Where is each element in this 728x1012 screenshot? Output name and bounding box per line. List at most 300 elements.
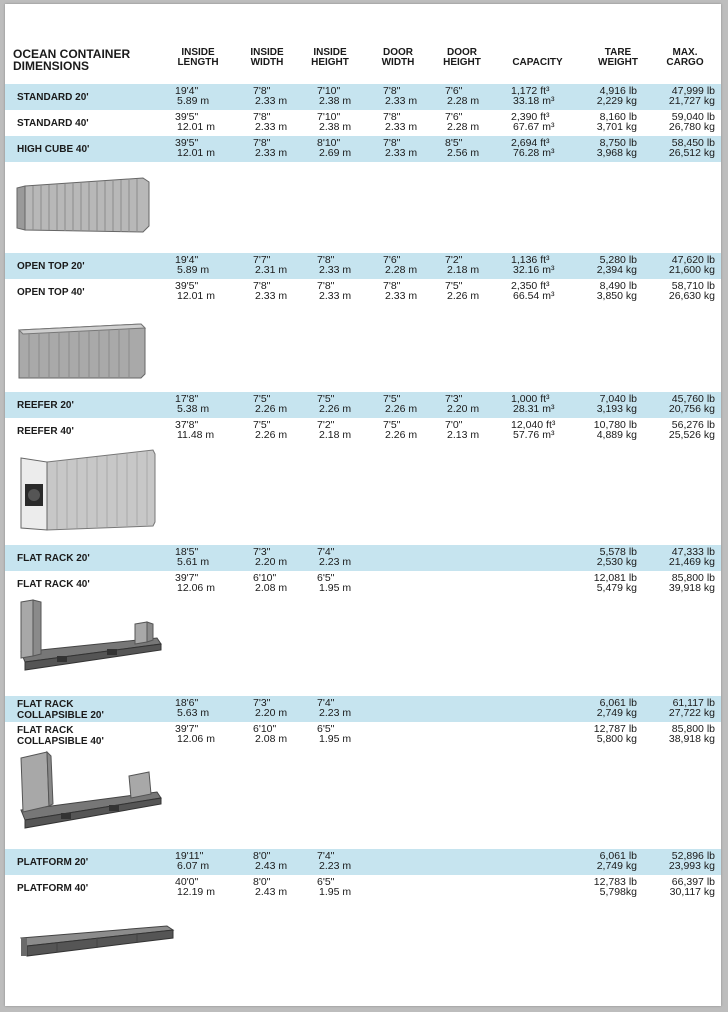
cell-tare — [585, 255, 637, 275]
cell-ih — [317, 698, 361, 718]
metric-value: 39,918 kg — [668, 582, 715, 594]
table-row — [5, 875, 721, 901]
imperial-value: 4,916 lb — [599, 85, 637, 97]
metric-value: 2.43 m — [255, 886, 288, 898]
cell-tare — [585, 547, 637, 567]
table-row — [5, 84, 721, 110]
imperial-value: 59,040 lb — [671, 111, 715, 123]
imperial-value: 47,999 lb — [671, 85, 715, 97]
cell-dh — [445, 86, 489, 106]
container-type-label: PLATFORM 20' — [17, 857, 89, 868]
metric-value: 2,530 kg — [596, 556, 637, 568]
imperial-value: 39'7" — [175, 723, 199, 735]
imperial-value: 52,896 lb — [671, 850, 715, 862]
imperial-value: 6'5" — [317, 572, 335, 584]
imperial-value: 6'10" — [253, 572, 277, 584]
imperial-value: 7'3" — [253, 546, 271, 558]
cell-ih — [317, 851, 361, 871]
metric-value: 25,526 kg — [668, 429, 715, 441]
cell-dw — [383, 255, 427, 275]
cell-dh — [445, 281, 489, 301]
cell-tare — [585, 573, 637, 593]
cell-ih — [317, 255, 361, 275]
metric-value: 12.06 m — [177, 582, 215, 594]
imperial-value: 58,450 lb — [671, 137, 715, 149]
metric-value: 2.23 m — [319, 860, 352, 872]
imperial-value: 7'8" — [317, 280, 335, 292]
cell-tare — [585, 86, 637, 106]
metric-value: 2,394 kg — [596, 264, 637, 276]
container-type-label: STANDARD 40' — [17, 118, 89, 129]
container-type-label: FLAT RACK 40' — [17, 579, 90, 590]
imperial-value: 85,800 lb — [671, 723, 715, 735]
cell-tare — [585, 877, 637, 897]
reefer-container-image — [17, 448, 157, 536]
header-door-height: DOOR HEIGHT — [443, 47, 481, 68]
metric-value: 2,749 kg — [596, 707, 637, 719]
imperial-value: 18'5" — [175, 546, 199, 558]
imperial-value: 7'6" — [383, 254, 401, 266]
cell-max — [655, 394, 715, 414]
metric-value: 2.69 m — [319, 147, 352, 159]
imperial-value: 10,780 lb — [593, 419, 637, 431]
cell-tare — [585, 394, 637, 414]
cell-cap — [511, 112, 567, 132]
imperial-value: 7'5" — [253, 393, 271, 405]
imperial-value: 12,081 lb — [593, 572, 637, 584]
cell-iw — [253, 698, 297, 718]
imperial-value: 58,710 lb — [671, 280, 715, 292]
metric-value: 27,722 kg — [668, 707, 715, 719]
imperial-value: 7'8" — [253, 280, 271, 292]
metric-value: 5.63 m — [177, 707, 210, 719]
cell-ih — [317, 573, 361, 593]
header-inside-length: INSIDE LENGTH — [177, 47, 219, 68]
cell-iw — [253, 724, 297, 744]
cell-tare — [585, 112, 637, 132]
title-line-1: OCEAN CONTAINER — [13, 47, 131, 61]
imperial-value: 7'5" — [445, 280, 463, 292]
cell-max — [655, 698, 715, 718]
metric-value: 2.33 m — [319, 264, 352, 276]
cell-max — [655, 86, 715, 106]
cell-iw — [253, 138, 297, 158]
metric-value: 2.26 m — [255, 403, 288, 415]
metric-value: 2.33 m — [255, 147, 288, 159]
container-type-label: OPEN TOP 20' — [17, 261, 85, 272]
metric-value: 1.95 m — [319, 733, 352, 745]
imperial-value: 12,783 lb — [593, 876, 637, 888]
imperial-value: 8,490 lb — [599, 280, 637, 292]
imperial-value: 19'11" — [175, 850, 204, 862]
imperial-value: 7'5" — [253, 419, 271, 431]
metric-value: 2.20 m — [447, 403, 480, 415]
metric-value: 57.76 m³ — [513, 429, 555, 441]
imperial-value: 85,800 lb — [671, 572, 715, 584]
cell-max — [655, 573, 715, 593]
cell-tare — [585, 420, 637, 440]
imperial-value: 6,061 lb — [599, 850, 637, 862]
metric-value: 3,193 kg — [596, 403, 637, 415]
imperial-value: 7'8" — [253, 85, 271, 97]
metric-value: 4,889 kg — [596, 429, 637, 441]
cell-dw — [383, 281, 427, 301]
cell-max — [655, 877, 715, 897]
cell-dh — [445, 138, 489, 158]
imperial-value: 39'5" — [175, 137, 199, 149]
cell-ih — [317, 547, 361, 567]
metric-value: 2.33 m — [255, 121, 288, 133]
metric-value: 33.18 m³ — [513, 95, 555, 107]
metric-value: 2.18 m — [319, 429, 352, 441]
metric-value: 12.19 m — [177, 886, 215, 898]
imperial-value: 7'7" — [253, 254, 271, 266]
metric-value: 2.08 m — [255, 582, 288, 594]
metric-value: 5.61 m — [177, 556, 210, 568]
metric-value: 66.54 m³ — [513, 290, 555, 302]
cell-iw — [253, 420, 297, 440]
metric-value: 26,512 kg — [668, 147, 715, 159]
cell-iw — [253, 255, 297, 275]
metric-value: 2.26 m — [447, 290, 480, 302]
cell-iw — [253, 281, 297, 301]
metric-value: 2.33 m — [385, 290, 418, 302]
cell-iw — [253, 851, 297, 871]
cell-dh — [445, 255, 489, 275]
metric-value: 2.13 m — [447, 429, 480, 441]
cell-max — [655, 255, 715, 275]
metric-value: 2.28 m — [385, 264, 418, 276]
imperial-value: 7'8" — [383, 137, 401, 149]
imperial-value: 7'3" — [445, 393, 463, 405]
imperial-value: 7'8" — [253, 111, 271, 123]
container-type-label: FLAT RACK 20' — [17, 553, 90, 564]
cell-ih — [317, 420, 361, 440]
container-type-label: PLATFORM 40' — [17, 883, 89, 894]
cell-cap — [511, 420, 567, 440]
table-row — [5, 545, 721, 571]
imperial-value: 7'4" — [317, 697, 335, 709]
header-capacity: CAPACITY — [512, 57, 563, 68]
metric-value: 2.33 m — [385, 121, 418, 133]
imperial-value: 12,040 ft³ — [511, 419, 556, 431]
header-inside-height: INSIDE HEIGHT — [311, 47, 349, 68]
imperial-value: 6'5" — [317, 723, 335, 735]
cell-dh — [445, 394, 489, 414]
cell-il — [175, 112, 221, 132]
imperial-value: 7'6" — [445, 85, 463, 97]
imperial-value: 7'2" — [445, 254, 463, 266]
metric-value: 30,117 kg — [669, 886, 715, 898]
metric-value: 2.43 m — [255, 860, 288, 872]
metric-value: 20,756 kg — [668, 403, 715, 415]
cell-cap — [511, 255, 567, 275]
cell-tare — [585, 724, 637, 744]
cell-ih — [317, 877, 361, 897]
cell-il — [175, 420, 221, 440]
cell-iw — [253, 547, 297, 567]
metric-value: 26,630 kg — [668, 290, 715, 302]
cell-dh — [445, 112, 489, 132]
cell-cap — [511, 394, 567, 414]
imperial-value: 7'0" — [445, 419, 463, 431]
cell-dw — [383, 112, 427, 132]
container-type-label: STANDARD 20' — [17, 92, 89, 103]
metric-value: 26,780 kg — [668, 121, 715, 133]
imperial-value: 1,000 ft³ — [511, 393, 550, 405]
cell-ih — [317, 86, 361, 106]
imperial-value: 66,397 lb — [671, 876, 715, 888]
standard-container-image — [15, 174, 155, 236]
cell-il — [175, 573, 221, 593]
imperial-value: 8'0" — [253, 850, 271, 862]
metric-value: 5,798kg — [599, 886, 637, 898]
imperial-value: 19'4" — [175, 254, 199, 266]
cell-iw — [253, 86, 297, 106]
metric-value: 38,918 kg — [668, 733, 715, 745]
table-row — [5, 849, 721, 875]
metric-value: 2.38 m — [319, 121, 352, 133]
cell-max — [655, 281, 715, 301]
container-type-label: FLAT RACK COLLAPSIBLE 40' — [17, 725, 104, 747]
cell-dw — [383, 420, 427, 440]
cell-il — [175, 877, 221, 897]
metric-value: 2.28 m — [447, 95, 480, 107]
imperial-value: 8'10" — [317, 137, 341, 149]
cell-tare — [585, 281, 637, 301]
metric-value: 2.38 m — [319, 95, 352, 107]
cell-dw — [383, 394, 427, 414]
metric-value: 21,600 kg — [668, 264, 715, 276]
imperial-value: 7'2" — [317, 419, 335, 431]
metric-value: 5.89 m — [177, 264, 210, 276]
cell-il — [175, 255, 221, 275]
metric-value: 21,727 kg — [668, 95, 715, 107]
metric-value: 2.23 m — [319, 707, 352, 719]
metric-value: 3,968 kg — [596, 147, 637, 159]
imperial-value: 47,333 lb — [671, 546, 715, 558]
metric-value: 3,850 kg — [596, 290, 637, 302]
page-title — [13, 48, 173, 72]
metric-value: 23,993 kg — [668, 860, 715, 872]
metric-value: 32.16 m³ — [513, 264, 555, 276]
imperial-value: 17'8" — [175, 393, 199, 405]
imperial-value: 7'5" — [383, 419, 401, 431]
imperial-value: 7'8" — [383, 85, 401, 97]
metric-value: 21,469 kg — [668, 556, 715, 568]
metric-value: 2.20 m — [255, 556, 288, 568]
cell-max — [655, 547, 715, 567]
metric-value: 2.23 m — [319, 556, 352, 568]
cell-dw — [383, 138, 427, 158]
cell-tare — [585, 138, 637, 158]
imperial-value: 47,620 lb — [671, 254, 715, 266]
metric-value: 2.56 m — [447, 147, 480, 159]
table-row — [5, 418, 721, 444]
cell-il — [175, 86, 221, 106]
imperial-value: 7'5" — [383, 393, 401, 405]
table-header — [5, 48, 721, 84]
open-top-container-image — [15, 320, 147, 382]
imperial-value: 6'5" — [317, 876, 335, 888]
container-type-label: FLAT RACK COLLAPSIBLE 20' — [17, 699, 104, 721]
imperial-value: 37'8" — [175, 419, 199, 431]
container-type-label: REEFER 40' — [17, 426, 74, 437]
metric-value: 2.26 m — [255, 429, 288, 441]
header-inside-width: INSIDE WIDTH — [250, 47, 284, 68]
imperial-value: 7,040 lb — [599, 393, 637, 405]
imperial-value: 12,787 lb — [593, 723, 637, 735]
cell-il — [175, 394, 221, 414]
imperial-value: 2,350 ft³ — [511, 280, 550, 292]
metric-value: 2,229 kg — [596, 95, 637, 107]
imperial-value: 7'8" — [253, 137, 271, 149]
metric-value: 12.01 m — [177, 121, 215, 133]
metric-value: 12.01 m — [177, 290, 215, 302]
container-type-label: HIGH CUBE 40' — [17, 144, 90, 155]
metric-value: 2.33 m — [255, 290, 288, 302]
header-tare-weight: TARE WEIGHT — [598, 47, 638, 68]
metric-value: 2.26 m — [385, 429, 418, 441]
imperial-value: 7'5" — [317, 393, 335, 405]
table-row — [5, 722, 721, 748]
metric-value: 76.28 m³ — [513, 147, 555, 159]
cell-iw — [253, 573, 297, 593]
imperial-value: 7'8" — [383, 111, 401, 123]
imperial-value: 1,172 ft³ — [511, 85, 550, 97]
metric-value: 67.67 m³ — [513, 121, 555, 133]
imperial-value: 2,390 ft³ — [511, 111, 550, 123]
metric-value: 2.33 m — [255, 95, 288, 107]
metric-value: 12.06 m — [177, 733, 215, 745]
container-type-label: REEFER 20' — [17, 400, 74, 411]
imperial-value: 18'6" — [175, 697, 199, 709]
cell-il — [175, 138, 221, 158]
imperial-value: 56,276 lb — [671, 419, 715, 431]
cell-iw — [253, 394, 297, 414]
imperial-value: 5,578 lb — [599, 546, 637, 558]
imperial-value: 7'8" — [383, 280, 401, 292]
flat-rack-container-image — [17, 594, 163, 674]
header-max-cargo: MAX. CARGO — [666, 47, 704, 68]
cell-tare — [585, 851, 637, 871]
table-row — [5, 696, 721, 722]
metric-value: 2.33 m — [385, 95, 418, 107]
cell-ih — [317, 112, 361, 132]
cell-il — [175, 547, 221, 567]
table-row — [5, 392, 721, 418]
imperial-value: 45,760 lb — [671, 393, 715, 405]
cell-ih — [317, 138, 361, 158]
imperial-value: 7'8" — [317, 254, 335, 266]
metric-value: 2.33 m — [385, 147, 418, 159]
spec-sheet — [5, 4, 721, 1006]
metric-value: 2.20 m — [255, 707, 288, 719]
cell-max — [655, 724, 715, 744]
metric-value: 11.48 m — [177, 429, 215, 441]
imperial-value: 8,750 lb — [599, 137, 637, 149]
cell-il — [175, 724, 221, 744]
metric-value: 5.89 m — [177, 95, 210, 107]
cell-iw — [253, 112, 297, 132]
table-row — [5, 279, 721, 305]
metric-value: 2.26 m — [385, 403, 418, 415]
container-type-label: OPEN TOP 40' — [17, 287, 85, 298]
metric-value: 5,800 kg — [596, 733, 637, 745]
metric-value: 2.31 m — [255, 264, 288, 276]
metric-value: 5,479 kg — [596, 582, 637, 594]
imperial-value: 5,280 lb — [599, 254, 637, 266]
imperial-value: 7'10" — [317, 85, 341, 97]
metric-value: 2.33 m — [319, 290, 352, 302]
cell-cap — [511, 86, 567, 106]
imperial-value: 7'4" — [317, 850, 335, 862]
imperial-value: 39'5" — [175, 280, 199, 292]
cell-max — [655, 420, 715, 440]
imperial-value: 8,160 lb — [599, 111, 637, 123]
metric-value: 2.18 m — [447, 264, 480, 276]
imperial-value: 19'4" — [175, 85, 199, 97]
table-row — [5, 136, 721, 162]
imperial-value: 2,694 ft³ — [511, 137, 550, 149]
title-line-2: DIMENSIONS — [13, 59, 90, 73]
imperial-value: 39'7" — [175, 572, 199, 584]
imperial-value: 6,061 lb — [599, 697, 637, 709]
cell-ih — [317, 281, 361, 301]
cell-ih — [317, 724, 361, 744]
imperial-value: 6'10" — [253, 723, 277, 735]
metric-value: 2.08 m — [255, 733, 288, 745]
cell-cap — [511, 138, 567, 158]
cell-max — [655, 851, 715, 871]
cell-tare — [585, 698, 637, 718]
cell-il — [175, 281, 221, 301]
metric-value: 3,701 kg — [596, 121, 637, 133]
cell-max — [655, 138, 715, 158]
metric-value: 1.95 m — [319, 582, 352, 594]
metric-value: 1.95 m — [319, 886, 352, 898]
cell-il — [175, 851, 221, 871]
imperial-value: 8'0" — [253, 876, 271, 888]
metric-value: 2.26 m — [319, 403, 352, 415]
cell-dw — [383, 86, 427, 106]
imperial-value: 40'0" — [175, 876, 199, 888]
metric-value: 5.38 m — [177, 403, 210, 415]
imperial-value: 7'6" — [445, 111, 463, 123]
imperial-value: 7'3" — [253, 697, 271, 709]
header-door-width: DOOR WIDTH — [381, 47, 415, 68]
platform-container-image — [17, 918, 177, 964]
imperial-value: 7'4" — [317, 546, 335, 558]
table-row — [5, 253, 721, 279]
cell-max — [655, 112, 715, 132]
table-row — [5, 110, 721, 136]
metric-value: 6.07 m — [177, 860, 210, 872]
cell-il — [175, 698, 221, 718]
cell-dh — [445, 420, 489, 440]
cell-ih — [317, 394, 361, 414]
cell-cap — [511, 281, 567, 301]
cell-iw — [253, 877, 297, 897]
metric-value: 2.28 m — [447, 121, 480, 133]
imperial-value: 39'5" — [175, 111, 199, 123]
metric-value: 12.01 m — [177, 147, 215, 159]
imperial-value: 8'5" — [445, 137, 463, 149]
flat-rack-collapsible-image — [17, 748, 163, 832]
metric-value: 28.31 m³ — [513, 403, 555, 415]
imperial-value: 7'10" — [317, 111, 341, 123]
imperial-value: 1,136 ft³ — [511, 254, 550, 266]
